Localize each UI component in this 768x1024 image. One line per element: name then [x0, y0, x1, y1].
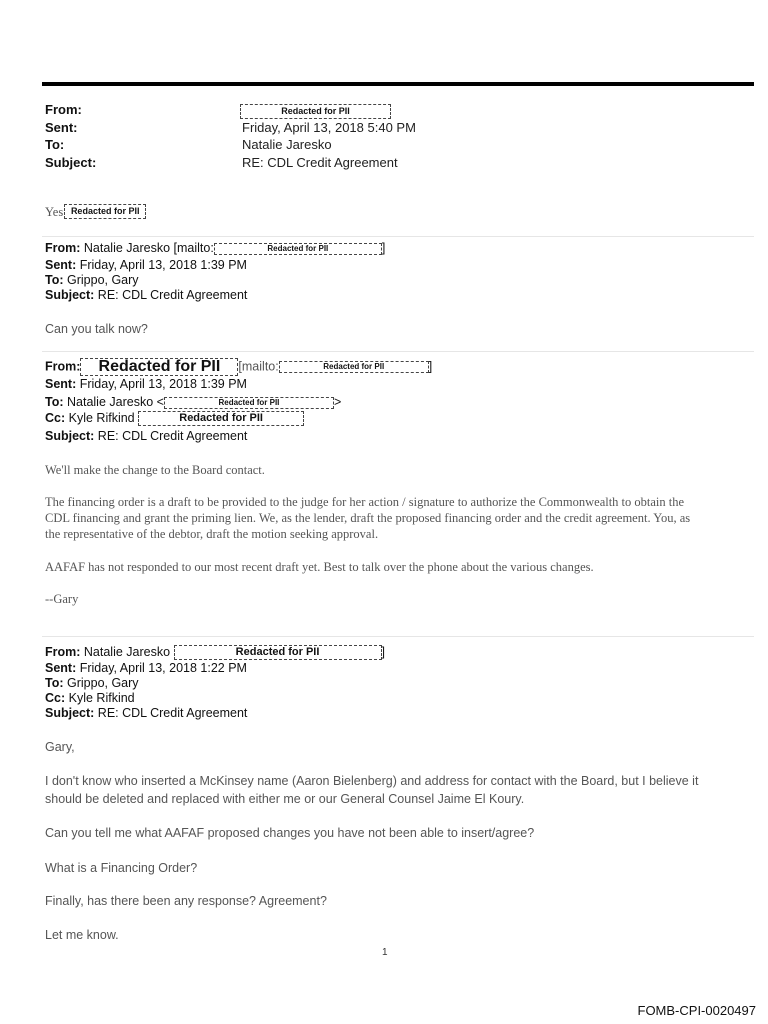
email2-from: From: Natalie Jaresko [mailto: Redacted for PII ] [45, 241, 386, 255]
email2-subject: Subject: RE: CDL Credit Agreement [45, 288, 248, 302]
email3-paragraph: The financing order is a draft to be provided to the judge for her action / signature to authorize the Commonwealth to obtain the CDL financing and grant the priming lien. We, as the lender, draft the proposed financing order and the credit agreement. You, as the representative of the debtor, draft the motion seeking approval. [45, 495, 691, 541]
email2-sent: Sent: Friday, April 13, 2018 1:39 PM [45, 258, 247, 272]
redaction-box: Redacted for PII [240, 103, 391, 121]
email4-subject: Subject: RE: CDL Credit Agreement [45, 706, 248, 720]
redaction-box: Redacted for PII [279, 361, 429, 373]
email1-body: Yes Redacted for PII [45, 203, 146, 221]
sent-value: Friday, April 13, 2018 5:40 PM [242, 120, 416, 135]
email3-from: From: Redacted for PII [mailto: Redacted for PII ] [45, 358, 433, 375]
email3-sent: Sent: Friday, April 13, 2018 1:39 PM [45, 377, 247, 391]
email2-body: Can you talk now? [45, 322, 148, 336]
email3-cc: Cc: Kyle Rifkind Redacted for PII [45, 411, 304, 426]
email4-from: From: Natalie Jaresko Redacted for PII ] [45, 645, 386, 659]
subject-label: Subject: [45, 155, 97, 170]
redaction-box: Redacted for PII [174, 645, 382, 660]
email4-paragraph: Let me know. [45, 928, 119, 942]
email4-paragraph: I don't know who inserted a McKinsey name (Aaron Bielenberg) and address for contact with the Board, but I believe it should be deleted and replaced with either me or our General Counsel Jaime El Koury. [45, 774, 699, 806]
email4-paragraph: Finally, has there been any response? Agreement? [45, 894, 327, 908]
email3-paragraph: AAFAF has not responded to our most recent draft yet. Best to talk over the phone about the various changes. [45, 560, 594, 574]
to-label: To: [45, 137, 65, 152]
top-rule [42, 82, 754, 86]
email4-paragraph: What is a Financing Order? [45, 861, 198, 875]
email3-paragraph: We'll make the change to the Board contact. [45, 463, 265, 477]
divider [42, 236, 754, 237]
email3-to: To: Natalie Jaresko < Redacted for PII > [45, 395, 342, 409]
email4-to: To: Grippo, Gary [45, 676, 139, 690]
divider [42, 636, 754, 637]
email4-sent: Sent: Friday, April 13, 2018 1:22 PM [45, 661, 247, 675]
subject-value: RE: CDL Credit Agreement [242, 155, 398, 170]
redaction-box: Redacted for PII [138, 411, 304, 426]
redaction-box: Redacted for PII [80, 358, 238, 376]
redaction-box: Redacted for PII [214, 243, 382, 255]
divider [42, 351, 754, 352]
email3-subject: Subject: RE: CDL Credit Agreement [45, 429, 248, 443]
email4-cc: Cc: Kyle Rifkind [45, 691, 135, 705]
page-number: 1 [382, 947, 388, 958]
email4-paragraph: Can you tell me what AAFAF proposed changes you have not been able to insert/agree? [45, 826, 535, 840]
bates-number: FOMB-CPI-0020497 [637, 1003, 756, 1018]
redaction-box: Redacted for PII [64, 204, 146, 219]
email4-paragraph: Gary, [45, 740, 75, 754]
from-label: From: [45, 102, 82, 117]
to-value: Natalie Jaresko [242, 137, 332, 152]
email3-signature: --Gary [45, 592, 79, 606]
email2-to: To: Grippo, Gary [45, 273, 139, 287]
redaction-box: Redacted for PII [164, 397, 334, 409]
sent-label: Sent: [45, 120, 78, 135]
